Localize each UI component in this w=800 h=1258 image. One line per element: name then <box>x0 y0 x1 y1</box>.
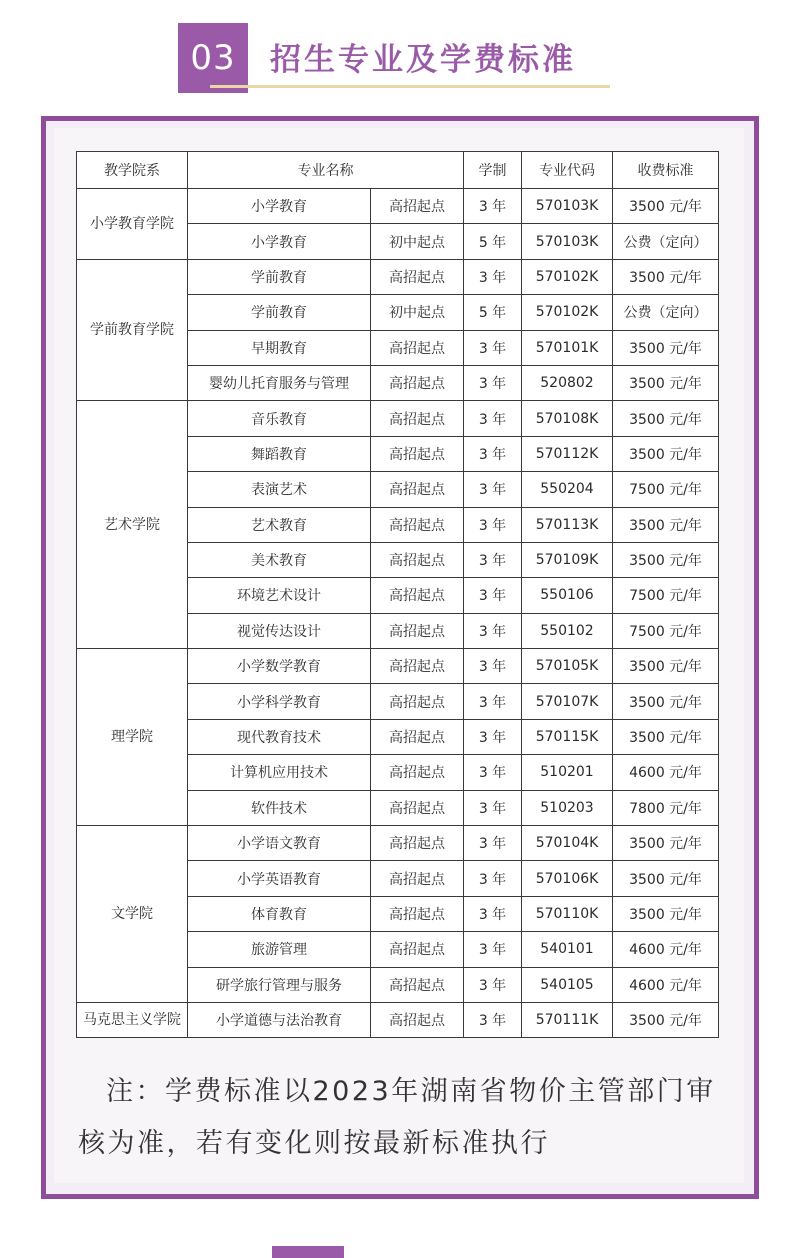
fee-cell: 4600 元/年 <box>613 967 719 1002</box>
code-cell: 570107K <box>522 684 613 719</box>
major-cell: 现代教育技术 <box>188 719 371 754</box>
code-cell: 570106K <box>522 861 613 896</box>
years-cell: 3 年 <box>464 790 522 825</box>
years-cell: 3 年 <box>464 259 522 294</box>
years-cell: 3 年 <box>464 436 522 471</box>
table-row <box>77 826 719 861</box>
table-row <box>77 259 719 294</box>
code-cell: 570111K <box>522 1002 613 1037</box>
major-cell: 早期教育 <box>188 330 371 365</box>
major-cell: 小学教育 <box>188 189 371 224</box>
start-point-cell: 高招起点 <box>371 189 464 224</box>
dept-cell: 马克思主义学院 <box>77 1002 188 1037</box>
start-point-cell: 高招起点 <box>371 967 464 1002</box>
fee-cell: 3500 元/年 <box>613 826 719 861</box>
major-cell: 小学英语教育 <box>188 861 371 896</box>
fee-cell: 4600 元/年 <box>613 755 719 790</box>
start-point-cell: 高招起点 <box>371 613 464 648</box>
code-cell: 570112K <box>522 436 613 471</box>
major-cell: 舞蹈教育 <box>188 436 371 471</box>
start-point-cell: 高招起点 <box>371 790 464 825</box>
code-cell: 570110K <box>522 896 613 931</box>
major-cell: 计算机应用技术 <box>188 755 371 790</box>
code-cell: 570103K <box>522 189 613 224</box>
fee-cell: 3500 元/年 <box>613 401 719 436</box>
start-point-cell: 高招起点 <box>371 861 464 896</box>
start-point-cell: 高招起点 <box>371 259 464 294</box>
years-cell: 3 年 <box>464 330 522 365</box>
code-cell: 510201 <box>522 755 613 790</box>
start-point-cell: 高招起点 <box>371 507 464 542</box>
start-point-cell: 初中起点 <box>371 295 464 330</box>
start-point-cell: 高招起点 <box>371 896 464 931</box>
code-cell: 570101K <box>522 330 613 365</box>
major-cell: 旅游管理 <box>188 932 371 967</box>
major-cell: 小学数学教育 <box>188 649 371 684</box>
start-point-cell: 高招起点 <box>371 365 464 400</box>
years-cell: 3 年 <box>464 967 522 1002</box>
major-cell: 小学道德与法治教育 <box>188 1002 371 1037</box>
start-point-cell: 高招起点 <box>371 1002 464 1037</box>
header-dept: 教学院系 <box>77 152 188 189</box>
fee-cell: 3500 元/年 <box>613 330 719 365</box>
code-cell: 570105K <box>522 649 613 684</box>
start-point-cell: 高招起点 <box>371 472 464 507</box>
years-cell: 5 年 <box>464 295 522 330</box>
header-major: 专业名称 <box>188 152 464 189</box>
section-number-badge <box>178 23 248 93</box>
major-cell: 研学旅行管理与服务 <box>188 967 371 1002</box>
dept-cell: 学前教育学院 <box>77 259 188 401</box>
years-cell: 5 年 <box>464 224 522 259</box>
code-cell: 540101 <box>522 932 613 967</box>
code-cell: 570115K <box>522 719 613 754</box>
years-cell: 3 年 <box>464 826 522 861</box>
title-underline <box>210 85 610 88</box>
years-cell: 3 年 <box>464 684 522 719</box>
start-point-cell: 高招起点 <box>371 826 464 861</box>
code-cell: 550106 <box>522 578 613 613</box>
years-cell: 3 年 <box>464 542 522 577</box>
code-cell: 570102K <box>522 295 613 330</box>
fee-cell: 3500 元/年 <box>613 189 719 224</box>
code-cell: 550204 <box>522 472 613 507</box>
years-cell: 3 年 <box>464 932 522 967</box>
years-cell: 3 年 <box>464 507 522 542</box>
fee-table-container <box>76 151 722 1038</box>
fee-note <box>78 1066 728 1170</box>
table-row <box>77 189 719 224</box>
years-cell: 3 年 <box>464 401 522 436</box>
fee-cell: 3500 元/年 <box>613 507 719 542</box>
start-point-cell: 高招起点 <box>371 401 464 436</box>
table-header-row <box>77 152 719 189</box>
start-point-cell: 高招起点 <box>371 684 464 719</box>
start-point-cell: 高招起点 <box>371 542 464 577</box>
major-cell: 学前教育 <box>188 295 371 330</box>
fee-cell: 3500 元/年 <box>613 542 719 577</box>
fee-cell: 公费（定向） <box>613 295 719 330</box>
page-title: 招生专业及学费标准 <box>270 42 576 78</box>
header-code: 专业代码 <box>522 152 613 189</box>
major-cell: 表演艺术 <box>188 472 371 507</box>
major-cell: 小学教育 <box>188 224 371 259</box>
code-cell: 550102 <box>522 613 613 648</box>
years-cell: 3 年 <box>464 896 522 931</box>
code-cell: 570102K <box>522 259 613 294</box>
fee-cell: 7800 元/年 <box>613 790 719 825</box>
major-cell: 视觉传达设计 <box>188 613 371 648</box>
fee-cell: 3500 元/年 <box>613 684 719 719</box>
code-cell: 570103K <box>522 224 613 259</box>
table-row <box>77 401 719 436</box>
fee-cell: 3500 元/年 <box>613 861 719 896</box>
fee-cell: 3500 元/年 <box>613 896 719 931</box>
years-cell: 3 年 <box>464 189 522 224</box>
section-number: 03 <box>190 38 236 78</box>
start-point-cell: 高招起点 <box>371 649 464 684</box>
code-cell: 570109K <box>522 542 613 577</box>
start-point-cell: 高招起点 <box>371 755 464 790</box>
major-cell: 学前教育 <box>188 259 371 294</box>
next-section-tab <box>272 1246 344 1258</box>
dept-cell: 理学院 <box>77 649 188 826</box>
dept-cell: 文学院 <box>77 826 188 1003</box>
table-row <box>77 649 719 684</box>
dept-cell: 艺术学院 <box>77 401 188 649</box>
start-point-cell: 高招起点 <box>371 330 464 365</box>
fee-cell: 4600 元/年 <box>613 932 719 967</box>
major-cell: 软件技术 <box>188 790 371 825</box>
fee-cell: 3500 元/年 <box>613 1002 719 1037</box>
years-cell: 3 年 <box>464 472 522 507</box>
major-cell: 小学语文教育 <box>188 826 371 861</box>
years-cell: 3 年 <box>464 1002 522 1037</box>
code-cell: 570104K <box>522 826 613 861</box>
major-cell: 美术教育 <box>188 542 371 577</box>
fee-cell: 公费（定向） <box>613 224 719 259</box>
years-cell: 3 年 <box>464 613 522 648</box>
code-cell: 540105 <box>522 967 613 1002</box>
major-cell: 音乐教育 <box>188 401 371 436</box>
years-cell: 3 年 <box>464 861 522 896</box>
major-cell: 体育教育 <box>188 896 371 931</box>
major-cell: 小学科学教育 <box>188 684 371 719</box>
years-cell: 3 年 <box>464 365 522 400</box>
start-point-cell: 高招起点 <box>371 578 464 613</box>
table-body <box>77 189 719 1038</box>
fee-cell: 7500 元/年 <box>613 472 719 507</box>
start-point-cell: 高招起点 <box>371 436 464 471</box>
fee-cell: 3500 元/年 <box>613 259 719 294</box>
table-row <box>77 1002 719 1037</box>
code-cell: 570108K <box>522 401 613 436</box>
fee-cell: 3500 元/年 <box>613 649 719 684</box>
fee-cell: 7500 元/年 <box>613 613 719 648</box>
years-cell: 3 年 <box>464 578 522 613</box>
start-point-cell: 初中起点 <box>371 224 464 259</box>
header-years: 学制 <box>464 152 522 189</box>
years-cell: 3 年 <box>464 719 522 754</box>
start-point-cell: 高招起点 <box>371 932 464 967</box>
code-cell: 570113K <box>522 507 613 542</box>
years-cell: 3 年 <box>464 649 522 684</box>
fee-cell: 3500 元/年 <box>613 719 719 754</box>
code-cell: 520802 <box>522 365 613 400</box>
major-cell: 环境艺术设计 <box>188 578 371 613</box>
major-cell: 婴幼儿托育服务与管理 <box>188 365 371 400</box>
header-fee: 收费标准 <box>613 152 719 189</box>
note-text: 注：学费标准以2023年湖南省物价主管部门审核为准，若有变化则按最新标准执行 <box>78 1076 716 1159</box>
dept-cell: 小学教育学院 <box>77 189 188 260</box>
years-cell: 3 年 <box>464 755 522 790</box>
fee-table <box>76 151 719 1038</box>
code-cell: 510203 <box>522 790 613 825</box>
major-cell: 艺术教育 <box>188 507 371 542</box>
fee-cell: 7500 元/年 <box>613 578 719 613</box>
fee-cell: 3500 元/年 <box>613 365 719 400</box>
start-point-cell: 高招起点 <box>371 719 464 754</box>
fee-cell: 3500 元/年 <box>613 436 719 471</box>
